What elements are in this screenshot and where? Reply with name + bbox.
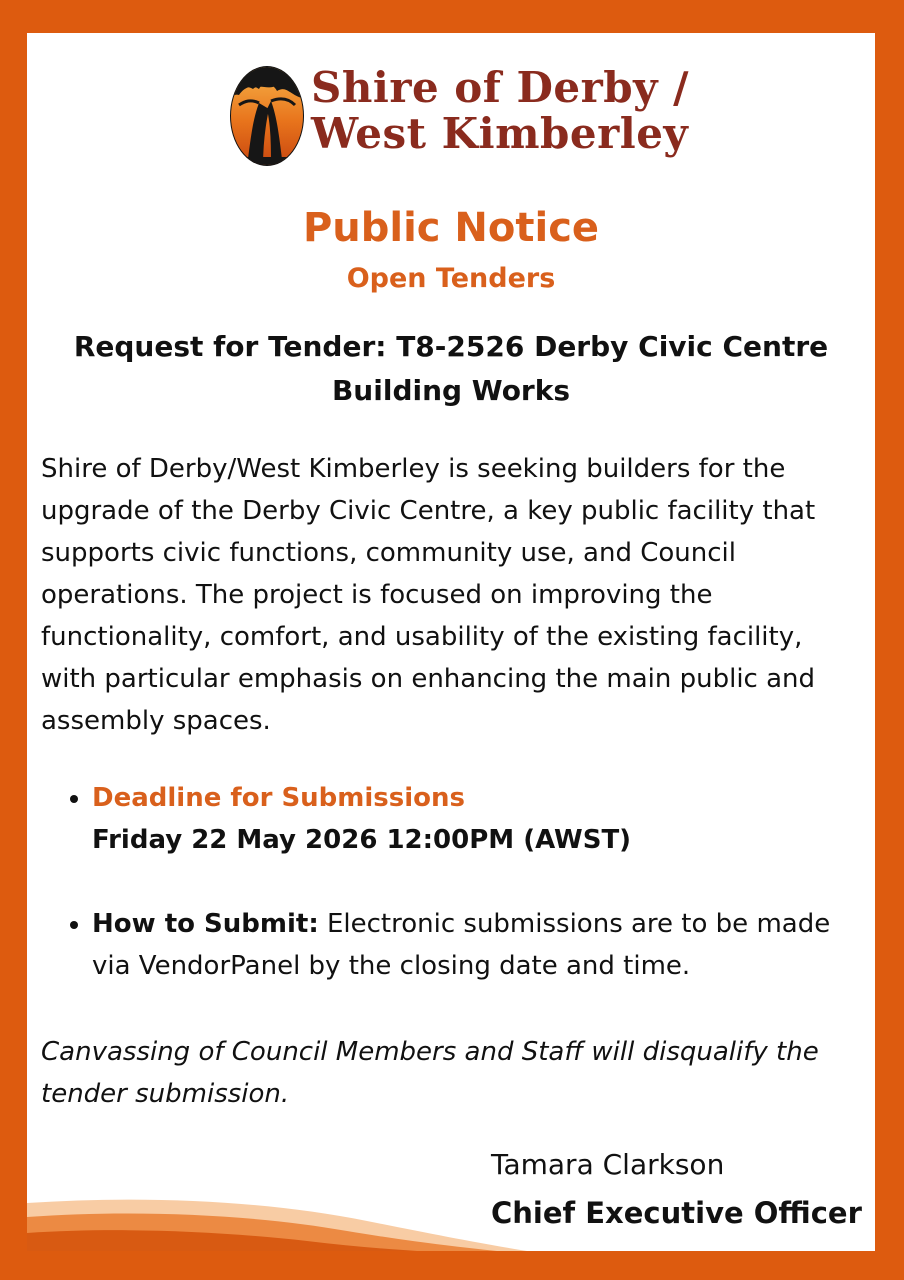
- logo-line-1: Shire of Derby /: [311, 63, 690, 112]
- deadline-value: Friday 22 May 2026 12:00PM (AWST): [92, 825, 632, 855]
- submit-label: How to Submit:: [92, 909, 319, 939]
- boab-tree-sunset-icon: [229, 65, 305, 167]
- submit-text: Electronic submissions are to be made via VendorPanel by the closing date and time.: [92, 909, 831, 981]
- shire-logo: [229, 63, 690, 169]
- signatory-name: Tamara Clarkson: [491, 1148, 725, 1181]
- canvassing-warning: Canvassing of Council Members and Staff will disqualify the tender submission.: [41, 1037, 819, 1109]
- notice-subtitle: Open Tenders: [346, 263, 556, 294]
- logo-line-2: West Kimberley: [311, 109, 689, 158]
- notice-sheet: [27, 33, 875, 1251]
- signatory-role: Chief Executive Officer: [491, 1196, 862, 1230]
- decorative-swoosh: [27, 1193, 527, 1251]
- deadline-label: Deadline for Submissions: [92, 783, 466, 813]
- logo-wordmark: [311, 65, 689, 157]
- notice-title: Public Notice: [302, 205, 600, 251]
- list-item-how-to-submit: [67, 903, 847, 987]
- tender-heading: Request for Tender: T8-2526 Derby Civic Centre Building Works: [73, 330, 829, 407]
- tender-details-list: [67, 777, 847, 987]
- tender-description: Shire of Derby/West Kimberley is seeking builders for the upgrade of the Derby Civic Centre, a key public facility that supports civic functions, community use, and Council operations. The project is focused on improving the functionality, comfort, and usability of the existing facility, with particular emphasis on enhancing the main public and assembly spaces.: [41, 454, 816, 736]
- list-item-deadline: [67, 777, 847, 861]
